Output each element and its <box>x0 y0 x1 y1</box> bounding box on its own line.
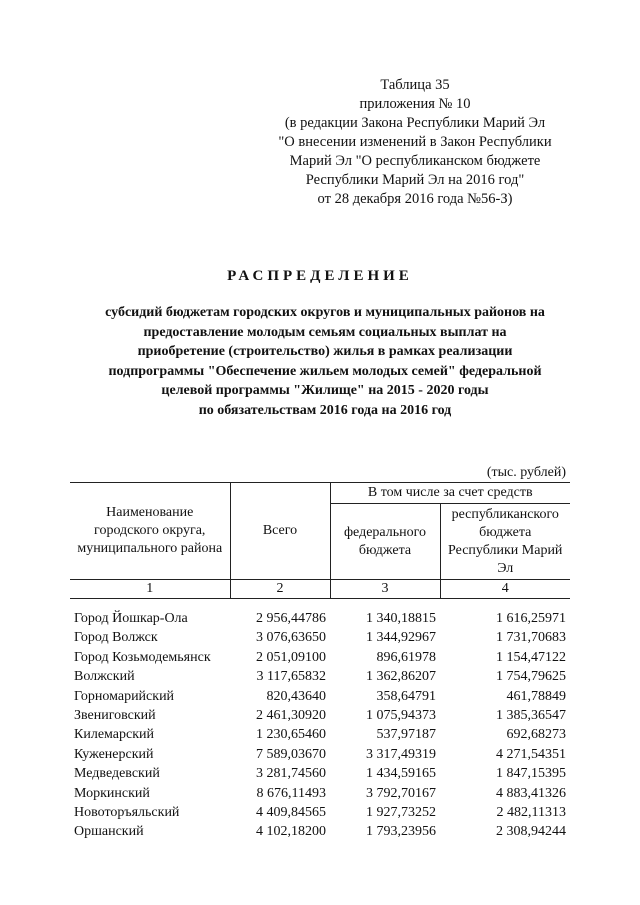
district-name: Горномарийский <box>74 688 175 704</box>
federal-value: 1 927,73252 <box>366 805 436 821</box>
column-number: 2 <box>230 580 330 599</box>
subtitle-line: по обязательствам 2016 года на 2016 год <box>198 402 452 418</box>
document-title: РАСПРЕДЕЛЕНИЕ <box>227 268 413 284</box>
total-value: 2 051,09100 <box>256 649 326 665</box>
header-line: "О внесении изменений в Закон Республики <box>278 134 552 150</box>
table-row <box>70 599 570 629</box>
header-line: Марий Эл "О республиканском бюджете <box>289 153 541 169</box>
district-name: Оршанский <box>74 824 144 840</box>
table-row <box>70 687 570 706</box>
total-value: 820,43640 <box>266 688 326 704</box>
federal-value: 896,61978 <box>376 649 436 665</box>
header-line: Таблица 35 <box>380 77 450 93</box>
republic-value: 4 271,54351 <box>496 746 566 762</box>
republic-value: 1 847,15395 <box>496 766 566 782</box>
total-value: 4 409,84565 <box>256 805 326 821</box>
federal-value: 1 362,86207 <box>366 669 436 685</box>
subtitle-line: субсидий бюджетам городских округов и муниципальных районов на <box>105 305 545 320</box>
federal-value: 1 340,18815 <box>366 611 436 626</box>
subtitle-line: подпрограммы "Обеспечение жильем молодых семей" федеральной <box>108 363 542 379</box>
republic-value: 692,68273 <box>506 727 566 743</box>
total-value: 7 589,03670 <box>256 746 326 762</box>
column-number: 3 <box>330 580 440 599</box>
total-value: 4 102,18200 <box>256 824 326 840</box>
table-row <box>70 803 570 822</box>
republic-value: 1 154,47122 <box>496 649 566 665</box>
total-value: 8 676,11493 <box>256 785 326 801</box>
federal-value: 1 793,23956 <box>366 824 436 840</box>
header-line: (в редакции Закона Республики Марий Эл <box>284 115 546 131</box>
subtitle-line: целевой программы "Жилище" на 2015 - 2020 годы <box>161 383 489 399</box>
republic-value: 2 482,11313 <box>496 805 566 821</box>
republic-value: 1 731,70683 <box>496 630 566 646</box>
republic-value: 1 616,25971 <box>496 611 566 626</box>
federal-value: 537,97187 <box>376 727 436 743</box>
table-row <box>70 745 570 764</box>
table-row <box>70 725 570 744</box>
republic-value: 461,78849 <box>506 688 566 704</box>
republic-value: 4 883,41326 <box>496 785 566 801</box>
header-group: В том числе за счет средств <box>330 483 570 504</box>
column-number: 4 <box>440 580 570 599</box>
header-total: Всего <box>230 483 330 580</box>
total-value: 1 230,65460 <box>256 727 326 743</box>
district-name: Город Йошкар-Ола <box>74 611 188 626</box>
federal-value: 1 075,94373 <box>366 708 436 724</box>
header-line: от 28 декабря 2016 года №56-З) <box>317 191 513 207</box>
total-value: 2 956,44786 <box>256 611 326 626</box>
table-row <box>70 667 570 686</box>
header-line: приложения № 10 <box>359 96 471 112</box>
district-name: Куженерский <box>74 746 154 762</box>
district-name: Звениговский <box>74 708 156 724</box>
table-row <box>70 822 570 841</box>
table-body <box>70 599 570 842</box>
district-name: Город Козьмодемьянск <box>74 649 211 665</box>
subtitle-line: предоставление молодым семьям социальных выплат на <box>143 324 507 340</box>
table-row <box>70 706 570 725</box>
header-name: Наименование городского округа, муниципального района <box>70 483 230 580</box>
subsidy-table <box>70 482 570 842</box>
table-row <box>70 628 570 647</box>
republic-value: 1 385,36547 <box>496 708 566 724</box>
federal-value: 3 317,49319 <box>366 746 436 762</box>
table-row <box>70 784 570 803</box>
column-number: 1 <box>70 580 230 599</box>
republic-value: 2 308,94244 <box>496 824 566 840</box>
table-row <box>70 764 570 783</box>
district-name: Медведевский <box>74 766 160 782</box>
total-value: 3 076,63650 <box>256 630 326 646</box>
federal-value: 1 434,59165 <box>366 766 436 782</box>
header-line: Республики Марий Эл на 2016 год" <box>305 172 525 188</box>
republic-value: 1 754,79625 <box>496 669 566 685</box>
header-federal: федерального бюджета <box>330 504 440 580</box>
total-value: 3 281,74560 <box>256 766 326 782</box>
district-name: Килемарский <box>74 727 155 743</box>
district-name: Новоторъяльский <box>74 805 180 821</box>
header-republic: республиканского бюджета Республики Марий Эл <box>440 504 570 580</box>
district-name: Моркинский <box>74 785 150 801</box>
federal-value: 358,64791 <box>376 688 436 704</box>
total-value: 3 117,65832 <box>256 669 326 685</box>
appendix-header <box>250 76 580 209</box>
document-subtitle <box>60 303 590 421</box>
federal-value: 1 344,92967 <box>366 630 436 646</box>
table-row <box>70 648 570 667</box>
district-name: Город Волжск <box>74 630 158 646</box>
total-value: 2 461,30920 <box>256 708 326 724</box>
subtitle-line: приобретение (строительство) жилья в рамках реализации <box>137 344 513 360</box>
federal-value: 3 792,70167 <box>366 785 436 801</box>
district-name: Волжский <box>74 669 135 685</box>
units-label: (тыс. рублей) <box>486 465 566 480</box>
